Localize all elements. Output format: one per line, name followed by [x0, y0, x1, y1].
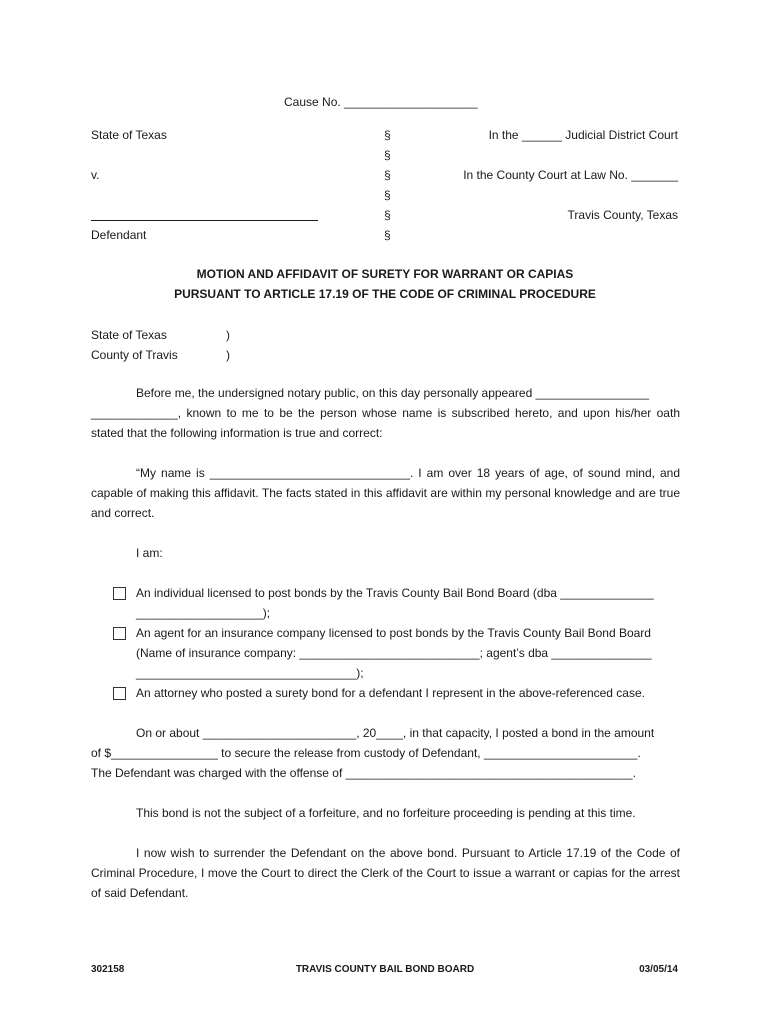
attorney-checkbox[interactable] [113, 687, 126, 700]
paragraph-appearance-rest: _____________, known to me to be the person whose name is subscribed hereto, and upon his/her oath stated that the following information is true and correct: [91, 406, 680, 440]
option-individual-line2: ___________________); [136, 606, 271, 620]
paragraph-bond-line3: The Defendant was charged with the offense of ___________________________________________. [91, 766, 636, 780]
section-sign: § [384, 228, 391, 242]
option-individual-line1: An individual licensed to post bonds by the Travis County Bail Bond Board (dba ______________ [136, 586, 654, 600]
venue-paren: ) [226, 348, 230, 362]
cause-number: Cause No. ____________________ [284, 95, 478, 109]
venue-state: State of Texas [91, 328, 167, 342]
option-attorney: An attorney who posted a surety bond for a defendant I represent in the above-referenced case. [136, 686, 645, 700]
footer-board-name: TRAVIS COUNTY BAIL BOND BOARD [295, 964, 475, 975]
insurance-agent-checkbox[interactable] [113, 627, 126, 640]
option-agent-line2: (Name of insurance company: ___________________________; agent’s dba _______________ [136, 646, 652, 660]
document-title-line2: PURSUANT TO ARTICLE 17.19 OF THE CODE OF CRIMINAL PROCEDURE [174, 287, 596, 301]
court-county: Travis County, Texas [567, 208, 678, 222]
section-sign: § [384, 168, 391, 182]
defendant-name-field[interactable] [91, 220, 318, 221]
section-sign: § [384, 188, 391, 202]
option-agent-line1: An agent for an insurance company licensed to post bonds by the Travis County Bail Bond Board [136, 626, 651, 640]
section-sign: § [384, 148, 391, 162]
paragraph-bond-line1: On or about _______________________, 20____, in that capacity, I posted a bond in the amount [136, 726, 655, 740]
paragraph-surrender-motion: I now wish to surrender the Defendant on the above bond. Pursuant to Article 17.19 of the Code of Criminal Procedure, I move the Court to direct the Clerk of the Court to issue a warrant or capias for the arrest of said Defendant. [91, 846, 680, 900]
caption-defendant: Defendant [91, 228, 147, 242]
i-am-label: I am: [136, 546, 163, 560]
footer-date: 03/05/14 [639, 964, 678, 975]
paragraph-appearance-line1: Before me, the undersigned notary public, on this day personally appeared _________________ [136, 386, 650, 400]
individual-licensee-checkbox[interactable] [113, 587, 126, 600]
option-agent-line3: _________________________________); [136, 666, 364, 680]
section-sign: § [384, 128, 391, 142]
court-county-court-at-law: In the County Court at Law No. _______ [463, 168, 678, 182]
court-judicial-district: In the ______ Judicial District Court [488, 128, 678, 142]
caption-versus: v. [91, 168, 100, 182]
caption-state: State of Texas [91, 128, 167, 142]
venue-county: County of Travis [91, 348, 178, 362]
document-title-line1: MOTION AND AFFIDAVIT OF SURETY FOR WARRANT OR CAPIAS [196, 267, 574, 281]
paragraph-no-forfeiture: This bond is not the subject of a forfeiture, and no forfeiture proceeding is pending at this time. [136, 806, 636, 820]
section-sign: § [384, 208, 391, 222]
venue-paren: ) [226, 328, 230, 342]
paragraph-bond-line2: of $________________ to secure the release from custody of Defendant, _______________________. [91, 746, 641, 760]
paragraph-affiant-identity: “My name is ______________________________. I am over 18 years of age, of sound mind, and capable of making this affidavit. The facts stated in this affidavit are within my personal knowledge and are true and correct. [91, 466, 680, 520]
footer-form-number: 302158 [91, 964, 125, 975]
